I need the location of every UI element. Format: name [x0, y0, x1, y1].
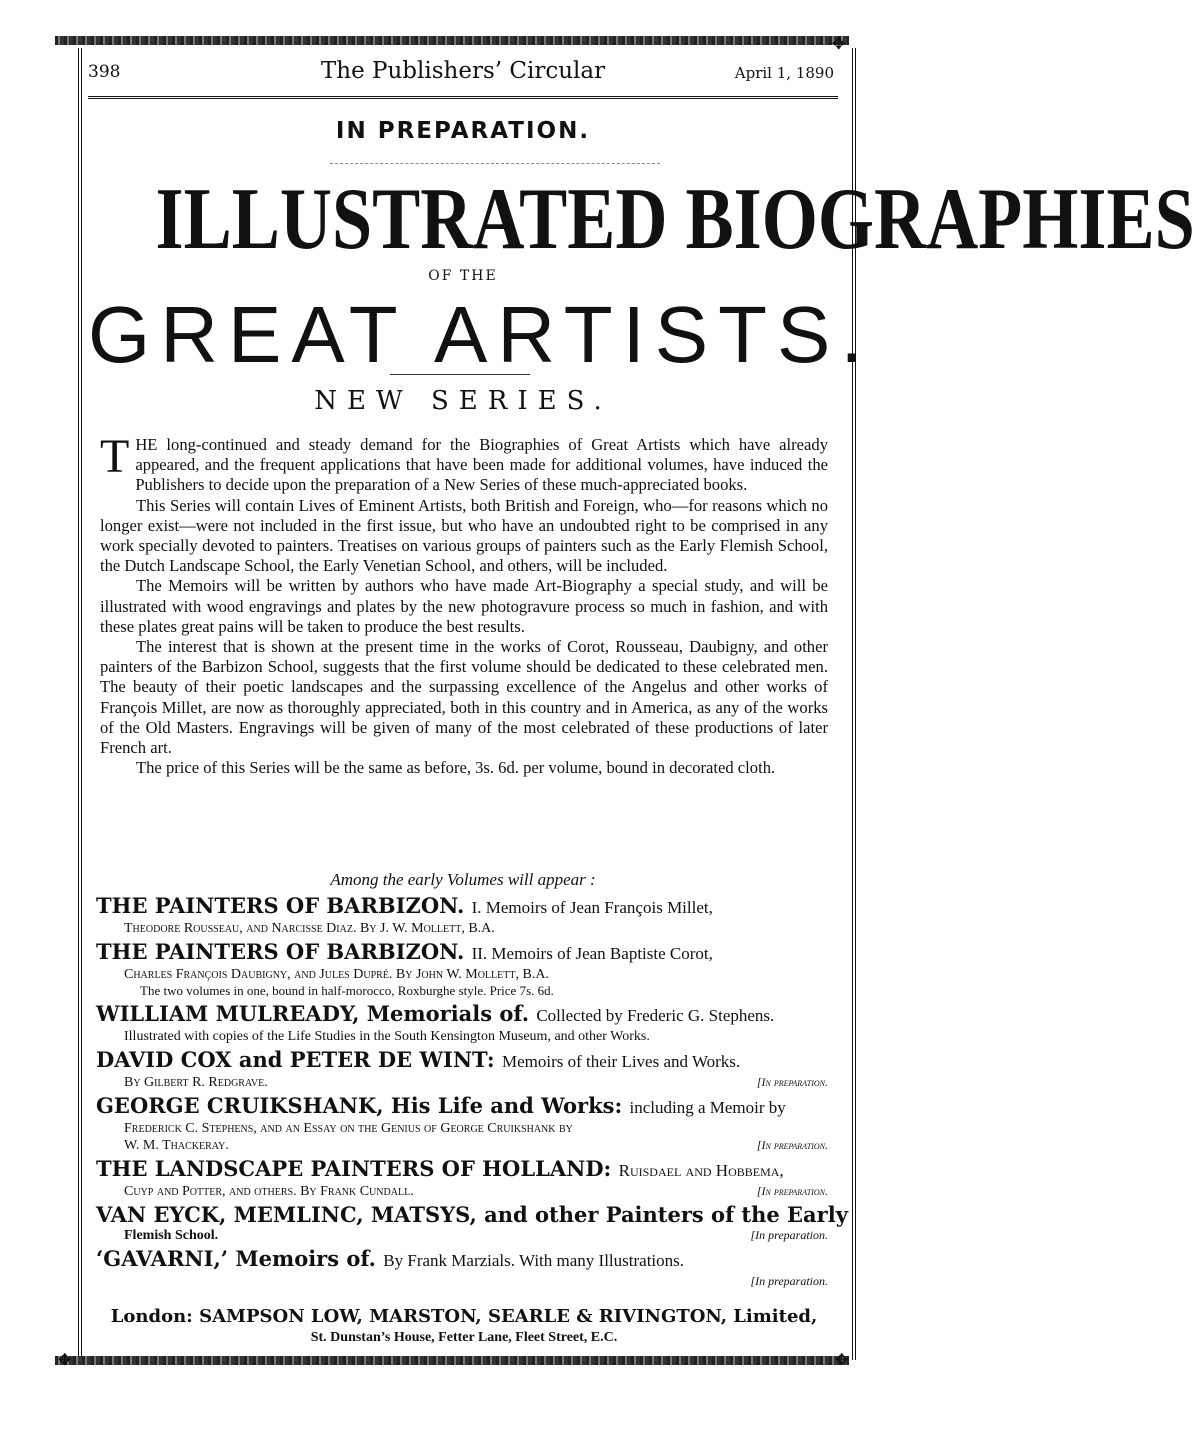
page-number: 398	[88, 62, 121, 82]
running-title: The Publishers’ Circular	[320, 58, 606, 84]
announcement-body	[100, 430, 828, 778]
volume-title: THE PAINTERS OF BARBIZON.	[96, 939, 465, 964]
paragraph: The interest that is shown at the present time in the works of Corot, Rousseau, Daubigny, and other painters of the Barbizon School, suggests that the first volume should be dedicated to these celebrated men. The beauty of their poetic landscapes and the surpassing excellence of the Angelus and other works of François Millet, are now as thoroughly appreciated, both in this country and in America, as any of the works of the Old Masters. Engravings will be given of many of the most celebrated of these productions of later French art.	[100, 637, 828, 758]
volume-title: ‘GAVARNI,’ Memoirs of.	[96, 1246, 376, 1271]
volume-detail	[96, 1273, 834, 1290]
title-line-1: ILLUSTRATED BIOGRAPHIES	[155, 171, 1195, 268]
ornament-right-icon: ✥	[835, 1350, 849, 1369]
volume-title: GEORGE CRUIKSHANK, His Life and Works:	[96, 1093, 623, 1118]
paragraph: The Memoirs will be written by authors who have made Art-Biography a special study, and will be illustrated with wood engravings and plates by the new photogravure process so much in fashion, and with these plates great pains will be taken to produce the best results.	[100, 576, 828, 636]
header-rule	[88, 96, 838, 102]
list-item	[96, 940, 834, 999]
page-header	[88, 50, 838, 90]
publisher-line: London: SAMPSON LOW, MARSTON, SEARLE & RIVINGTON, Limited,	[110, 1306, 818, 1327]
ornament-left-icon: ✥	[58, 1350, 72, 1369]
paragraph: THE long-continued and steady demand for the Biographies of Great Artists which have already appeared, and the frequent applications that have been made for additional volumes, have induced the Publishers to decide upon the preparation of a New Series of these much-appreciated books.	[100, 430, 828, 495]
volumes-intro: Among the early Volumes will appear :	[330, 870, 596, 889]
title-of-the: OF THE	[428, 268, 498, 284]
ornament-top-right-icon: ✥	[832, 34, 846, 53]
issue-date: April 1, 1890	[734, 64, 834, 82]
publisher-address: St. Dunstan’s House, Fetter Lane, Fleet Street, E.C.	[310, 1330, 618, 1345]
list-item	[96, 1157, 834, 1200]
volume-subtitle: Ruisdael and Hobbema,	[618, 1161, 784, 1180]
volume-subtitle: including a Memoir by	[629, 1098, 786, 1117]
status-note: [In preparation.	[756, 1138, 828, 1152]
volume-detail: [In preparation. W. M. Thackeray.	[96, 1137, 834, 1154]
status-note: [In preparation.	[750, 1228, 828, 1242]
volume-note: The two volumes in one, bound in half-morocco, Roxburghe style. Price 7s. 6d.	[140, 983, 554, 998]
paragraph: This Series will contain Lives of Eminent Artists, both British and Foreign, who—for reasons which no longer exist—were not included in the first issue, but who have an undoubted right to be comprised in any work specially devoted to painters. Treatises on various groups of painters such as the Early Flemish School, the Dutch Landscape School, the Early Venetian School, and others, will be included.	[100, 495, 828, 576]
divider	[330, 163, 660, 164]
list-item	[96, 1202, 848, 1244]
volume-title: WILLIAM MULREADY, Memorials of.	[96, 1001, 530, 1026]
list-item	[96, 894, 834, 937]
volume-detail: [In preparation. Cuyp and Potter, and others. By Frank Cundall.	[96, 1183, 834, 1200]
volume-detail: Frederick C. Stephens, and an Essay on the Genius of George Cruikshank by	[124, 1121, 573, 1136]
volume-subtitle: II. Memoirs of Jean Baptiste Corot,	[471, 944, 713, 963]
volume-detail: [In preparation. By Gilbert R. Redgrave.	[96, 1074, 834, 1091]
volume-detail: Illustrated with copies of the Life Studies in the South Kensington Museum, and other Works.	[124, 1029, 650, 1044]
volume-subtitle: By Frank Marzials. With many Illustrations.	[383, 1251, 685, 1270]
volume-title: DAVID COX and PETER DE WINT:	[96, 1047, 495, 1072]
volume-title: THE PAINTERS OF BARBIZON.	[96, 893, 465, 918]
volume-subtitle: Collected by Frederic G. Stephens.	[536, 1006, 775, 1025]
list-item	[96, 1247, 834, 1290]
status-note: [In preparation.	[756, 1184, 828, 1198]
volume-list	[96, 893, 848, 1293]
status-note: [In preparation.	[750, 1274, 828, 1288]
list-item	[96, 1002, 834, 1045]
top-border-band	[55, 36, 849, 45]
volume-detail: [In preparation. Flemish School.	[96, 1227, 834, 1244]
notice-heading: IN PREPARATION.	[335, 118, 591, 144]
list-item	[96, 1094, 834, 1154]
drop-cap: T	[100, 430, 130, 483]
paragraph: The price of this Series will be the same as before, 3s. 6d. per volume, bound in decorated cloth.	[136, 758, 776, 778]
series-heading: NEW SERIES.	[314, 386, 612, 416]
volume-detail: Theodore Rousseau, and Narcisse Diaz. By J. W. Mollett, B.A.	[124, 921, 495, 936]
list-item	[96, 1048, 834, 1091]
volume-subtitle: I. Memoirs of Jean François Millet,	[471, 898, 713, 917]
divider	[390, 374, 530, 375]
volume-detail: Charles François Daubigny, and Jules Dupré. By John W. Mollett, B.A.	[124, 967, 549, 982]
title-line-2: GREAT ARTISTS.	[88, 290, 873, 379]
volume-title: THE LANDSCAPE PAINTERS OF HOLLAND:	[96, 1156, 612, 1181]
volume-title: VAN EYCK, MEMLINC, MATSYS, and other Painters of the Early	[96, 1202, 848, 1227]
volume-subtitle: Memoirs of their Lives and Works.	[502, 1052, 741, 1071]
status-note: [In preparation.	[756, 1075, 828, 1089]
bottom-border-band	[55, 1356, 849, 1365]
